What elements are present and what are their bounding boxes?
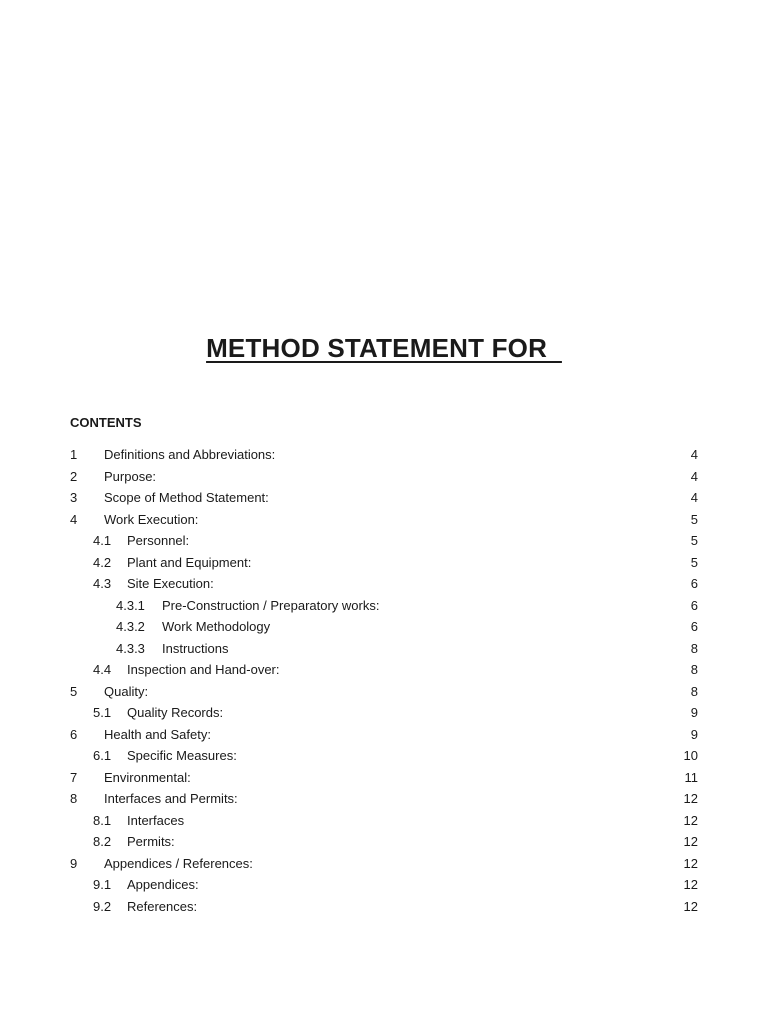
toc-entry-page: 12 — [683, 791, 698, 806]
toc-entry-label: Health and Safety: — [104, 726, 211, 742]
toc-entry[interactable] — [70, 896, 700, 918]
toc-entry-page: 6 — [690, 597, 698, 613]
toc-entry-number: 9.2 — [93, 898, 112, 914]
toc-entry-page: 6 — [690, 619, 698, 634]
toc-entry[interactable] — [70, 573, 700, 595]
toc-entry-label: Interfaces and Permits: — [104, 791, 238, 806]
toc-entry-label: Site Execution: — [127, 576, 214, 591]
toc-entry[interactable] — [70, 681, 700, 703]
toc-entry[interactable] — [70, 659, 700, 681]
toc-entry-number: 1 — [70, 447, 78, 462]
toc-entry-number: 7 — [70, 769, 78, 785]
toc-entry-label: Plant and Equipment: — [127, 554, 252, 570]
toc-entry-number: 8 — [70, 791, 78, 806]
contents-heading: CONTENTS — [70, 415, 142, 430]
toc-entry-page: 12 — [683, 855, 698, 871]
toc-entry-number: 2 — [70, 468, 78, 484]
toc-entry-number: 4.3.2 — [116, 619, 145, 634]
toc-entry-page: 4 — [690, 490, 698, 505]
toc-entry-label: Pre-Construction / Preparatory works: — [162, 597, 380, 613]
toc-entry-page: 4 — [690, 468, 698, 484]
toc-entry[interactable] — [70, 509, 700, 531]
toc-entry[interactable] — [70, 466, 700, 488]
toc-entry-page: 11 — [684, 769, 698, 785]
toc-entry-label: Scope of Method Statement: — [104, 490, 269, 505]
toc-entry[interactable] — [70, 530, 700, 552]
toc-entry-label: Quality Records: — [127, 705, 224, 720]
toc-entry-label: Quality: — [104, 683, 149, 699]
toc-entry-page: 12 — [683, 812, 698, 828]
toc-entry-label: Inspection and Hand-over: — [127, 662, 280, 677]
toc-entry-number: 8.1 — [93, 812, 112, 828]
toc-entry-label: References: — [127, 898, 198, 914]
toc-entry-page: 10 — [683, 748, 698, 763]
document-title-text: METHOD STATEMENT FOR — [206, 333, 562, 363]
toc-entry-page: 12 — [683, 898, 698, 914]
toc-entry[interactable] — [70, 487, 700, 509]
toc-entry[interactable] — [70, 444, 700, 466]
toc-entry-number: 9 — [70, 855, 78, 871]
toc-entry-number: 4.4 — [93, 662, 112, 677]
toc-entry-page: 12 — [683, 877, 698, 892]
toc-entry[interactable] — [70, 616, 700, 638]
toc-entry-number: 4.3 — [93, 576, 112, 591]
toc-entry-number: 5.1 — [93, 705, 112, 720]
toc-entry-label: Interfaces — [127, 812, 185, 828]
toc-entry[interactable] — [70, 874, 700, 896]
toc-entry-number: 3 — [70, 490, 78, 505]
toc-entry[interactable] — [70, 853, 700, 875]
toc-entry[interactable] — [70, 702, 700, 724]
toc-entry-label: Specific Measures: — [127, 748, 237, 763]
toc-entry[interactable] — [70, 831, 700, 853]
toc-entry-label: Purpose: — [104, 468, 157, 484]
toc-entry-label: Personnel: — [127, 533, 190, 548]
toc-entry[interactable] — [70, 595, 700, 617]
toc-entry-label: Definitions and Abbreviations: — [104, 447, 276, 462]
toc-entry[interactable] — [70, 788, 700, 810]
toc-entry-page: 8 — [690, 640, 698, 656]
toc-entry-page: 4 — [690, 447, 698, 462]
toc-entry-page: 9 — [690, 726, 698, 742]
toc-entry-number: 4.3.1 — [116, 597, 145, 613]
toc-entry-page: 5 — [690, 511, 698, 527]
toc-entry-page: 12 — [683, 834, 698, 849]
toc-entry-page: 6 — [690, 576, 698, 591]
toc-entry[interactable] — [70, 745, 700, 767]
toc-entry-label: Permits: — [127, 834, 175, 849]
toc-entry-label: Appendices / References: — [104, 855, 253, 871]
toc-entry-number: 4.1 — [93, 533, 112, 548]
toc-entry-page: 5 — [690, 554, 698, 570]
toc-entry-label: Instructions — [162, 640, 229, 656]
toc-entry[interactable] — [70, 552, 700, 574]
toc-entry-number: 4.3.3 — [116, 640, 145, 656]
table-of-contents — [70, 444, 700, 917]
toc-entry-number: 6.1 — [93, 748, 112, 763]
toc-entry-number: 4.2 — [93, 554, 112, 570]
toc-entry-label: Appendices: — [127, 877, 199, 892]
toc-entry-label: Work Execution: — [104, 511, 199, 527]
toc-entry-number: 6 — [70, 726, 78, 742]
toc-entry-number: 5 — [70, 683, 78, 699]
toc-entry-number: 9.1 — [93, 877, 112, 892]
toc-entry-number: 4 — [70, 511, 78, 527]
toc-entry-page: 9 — [690, 705, 698, 720]
document-title — [0, 333, 768, 364]
toc-entry-page: 5 — [690, 533, 698, 548]
toc-entry-page: 8 — [690, 683, 698, 699]
toc-entry-page: 8 — [690, 662, 698, 677]
toc-entry-number: 8.2 — [93, 834, 112, 849]
toc-entry[interactable] — [70, 638, 700, 660]
toc-entry[interactable] — [70, 767, 700, 789]
toc-entry[interactable] — [70, 810, 700, 832]
toc-entry-label: Work Methodology — [162, 619, 271, 634]
toc-entry-label: Environmental: — [104, 769, 191, 785]
toc-entry[interactable] — [70, 724, 700, 746]
